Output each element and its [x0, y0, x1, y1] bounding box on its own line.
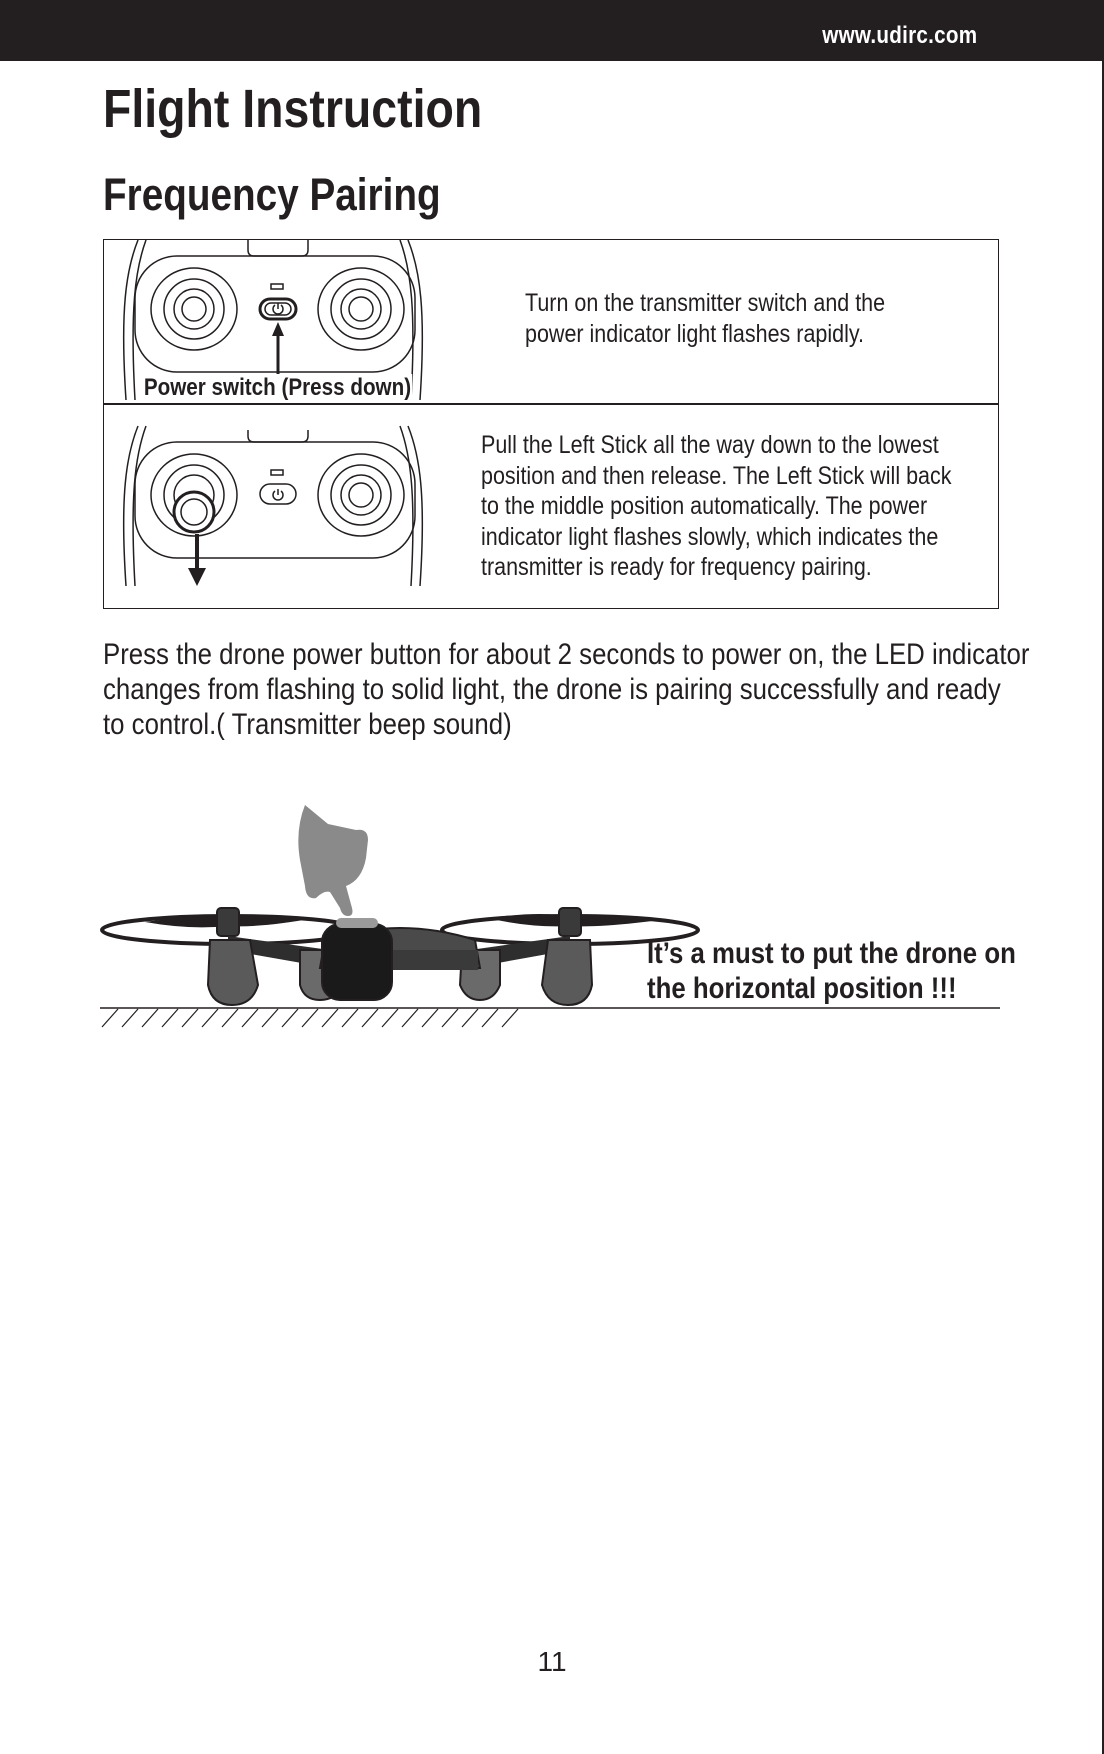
header-bar [0, 0, 1104, 61]
website-url[interactable]: www.udirc.com [821, 22, 977, 49]
ground-line [100, 1008, 1000, 1027]
transmitter-left-stick-illustration [118, 406, 438, 606]
step-2-line: indicator light flashes slowly, which indicates the [481, 522, 939, 551]
instruction-line: changes from flashing to solid light, the drone is pairing successfully and ready [103, 673, 1001, 706]
warning-line: the horizontal position !!! [647, 972, 957, 1005]
arrow-down-icon [188, 534, 206, 586]
instruction-line: to control.( Transmitter beep sound) [103, 708, 512, 741]
warning-line: It’s a must to put the drone on [647, 937, 1016, 970]
step-2-line: to the middle position automatically. The power [481, 492, 928, 520]
power-switch [260, 299, 296, 319]
page-number: 11 [537, 1646, 567, 1677]
instruction-line: Press the drone power button for about 2 seconds to power on, the LED indicator [103, 638, 1030, 671]
step-2-line: position and then release. The Left Stick will back [481, 461, 952, 490]
page-title: Flight Instruction [103, 79, 483, 139]
left-stick [174, 492, 214, 532]
step-1-line: Turn on the transmitter switch and the [525, 289, 886, 317]
horizontal-position-warning [647, 936, 1016, 1006]
power-switch-caption: Power switch (Press down) [143, 374, 412, 401]
steps-divider [103, 403, 999, 405]
finger-press-icon [298, 805, 368, 916]
step-2-line: Pull the Left Stick all the way down to the lowest [481, 431, 939, 459]
step-2-text [481, 430, 951, 583]
step-1-line: power indicator light flashes rapidly. [525, 319, 865, 348]
step-2-line: transmitter is ready for frequency pairing. [481, 553, 872, 581]
drone [102, 908, 698, 1005]
step-1-text [525, 288, 885, 349]
pairing-instruction-paragraph [103, 637, 1030, 742]
section-title: Frequency Pairing [103, 169, 441, 220]
